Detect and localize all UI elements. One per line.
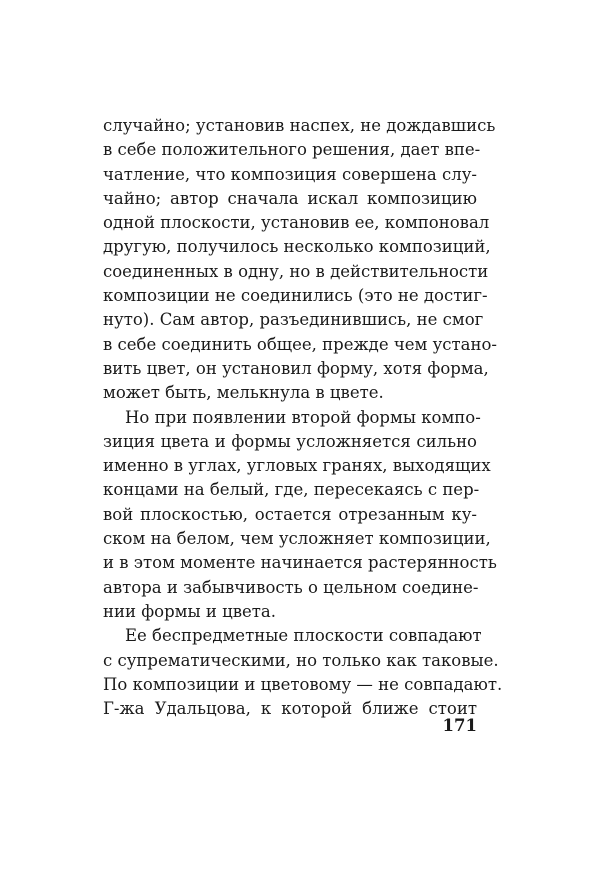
text-line: в себе соединить общее, прежде чем устано- — [103, 334, 498, 354]
text-line: может быть, мелькнула в цвете. — [103, 383, 384, 403]
text-line: ском на белом, чем усложняет композиции, — [103, 529, 491, 549]
text-line: Г-жа Удальцова, к которой ближе стоит — [103, 699, 477, 719]
text-line: Но при появлении второй формы компо- — [125, 407, 481, 427]
text-line: соединенных в одну, но в действительности — [103, 261, 489, 281]
paragraph — [103, 624, 503, 721]
text-line: и в этом моменте начинается растерянность — [103, 553, 497, 573]
text-line: композиции не соединились (это не достиг- — [103, 286, 488, 306]
text-line: По композиции и цветовому — не совпадают. — [103, 674, 503, 694]
page-number: 171 — [442, 716, 477, 735]
text-line: другую, получилось несколько композиций, — [103, 237, 491, 257]
text-line: одной плоскости, установив ее, компоновал — [103, 213, 490, 233]
text-line: автора и забывчивость о цельном соедине- — [103, 577, 479, 597]
body-text — [103, 114, 503, 721]
paragraph — [103, 114, 498, 406]
text-line: случайно; установив наспех, не дождавшись — [103, 116, 496, 135]
text-line: в себе положительного решения, дает впе- — [103, 140, 481, 160]
text-line: именно в углах, угловых гранях, выходящих — [103, 456, 491, 476]
paragraph — [103, 406, 497, 625]
text-line: чатление, что композиция совершена слу- — [103, 164, 477, 184]
text-line: нуто). Сам автор, разъединившись, не смог — [103, 310, 484, 330]
text-line: с супрематическими, но только как таковые. — [103, 650, 499, 670]
text-line: чайно; автор сначала искал композицию — [103, 188, 477, 208]
text-line: Ее беспредметные плоскости совпадают — [125, 626, 482, 646]
text-line: нии формы и цвета. — [103, 601, 276, 621]
text-line: вой плоскостью, остается отрезанным ку- — [103, 504, 477, 524]
text-line: зиция цвета и формы усложняется сильно — [103, 431, 477, 451]
text-line: вить цвет, он установил форму, хотя форма, — [103, 358, 489, 378]
text-line: концами на белый, где, пересекаясь с пер- — [103, 480, 480, 500]
